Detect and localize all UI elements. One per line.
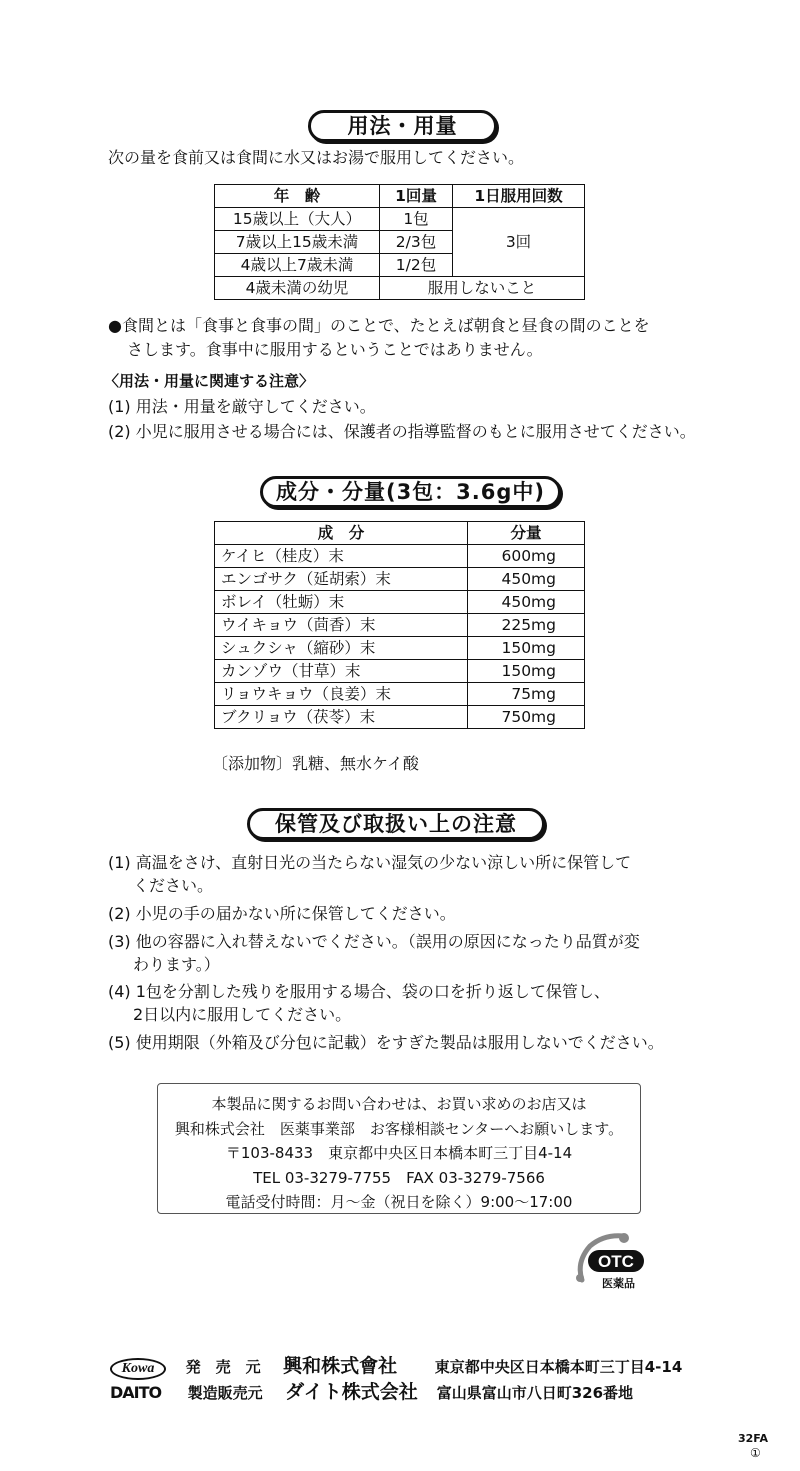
ingredient-name: エンゴサク（延胡索）末: [215, 568, 468, 591]
code-line-1: 32FA: [738, 1432, 769, 1445]
contact-line-1: 本製品に関するお問い合わせは、お買い求めのお店又は: [211, 1095, 587, 1113]
contact-line-4: TEL 03-3279-7755 FAX 03-3279-7566: [253, 1168, 545, 1187]
maker-role: 製造販売元: [187, 1384, 263, 1402]
seller-role: 発 売 元: [185, 1358, 261, 1376]
storage-item-1-line1: (1) 高温をさけ、直射日光の当たらない湿気の少ない涼しい所に保管して: [108, 853, 632, 872]
additives: 〔添加物〕乳糖、無水ケイ酸: [212, 754, 419, 773]
footer-maker: [110, 1380, 633, 1405]
contact-line-3: 〒103-8433 東京都中央区日本橋本町三丁目4-14: [225, 1144, 573, 1162]
times-cell: 3回: [453, 208, 585, 277]
table-row: [215, 683, 585, 706]
table-row: [215, 185, 585, 208]
table-row: [215, 277, 585, 300]
usage-heading: 用法・用量: [308, 110, 497, 142]
no-dose-cell: 服用しないこと: [380, 277, 585, 300]
header-times: 1日服用回数: [453, 185, 585, 208]
table-row: [215, 591, 585, 614]
ingredient-amount: 75mg: [468, 683, 585, 706]
ingredient-name: ケイヒ（桂皮）末: [215, 545, 468, 568]
storage-item-4-line2: 2日以内に服用してください。: [133, 1005, 352, 1024]
table-row: [215, 522, 585, 545]
contact-line-5: 電話受付時間：月～金（祝日を除く）9:00～17:00: [225, 1193, 573, 1211]
ingredient-name: ブクリョウ（茯苓）末: [215, 706, 468, 729]
kowa-logo: Kowa: [110, 1358, 166, 1380]
usage-caution-heading: 〈用法・用量に関連する注意〉: [104, 372, 315, 390]
header-age: 年 齢: [215, 185, 380, 208]
storage-item-3-line1: (3) 他の容器に入れ替えないでください。（誤用の原因になったり品質が変: [108, 932, 640, 951]
ingredients-table: [214, 521, 585, 729]
ingredient-amount: 150mg: [468, 660, 585, 683]
ingredient-name: シュクシャ（縮砂）末: [215, 637, 468, 660]
storage-item-1-line2: ください。: [133, 876, 214, 895]
ingredient-amount: 150mg: [468, 637, 585, 660]
ingredient-amount: 450mg: [468, 568, 585, 591]
seller-address: 東京都中央区日本橋本町三丁目4-14: [434, 1358, 683, 1376]
meal-note-line2: さします。食事中に服用するということではありません。: [127, 340, 543, 359]
otc-text: OTC: [598, 1252, 634, 1271]
maker-address: 富山県富山市八日町326番地: [436, 1384, 634, 1402]
usage-intro: 次の量を食前又は食間に水又はお湯で服用してください。: [108, 148, 525, 167]
ingredient-amount: 600mg: [468, 545, 585, 568]
table-row: [215, 614, 585, 637]
ingredient-amount: 750mg: [468, 706, 585, 729]
storage-item-5: (5) 使用期限（外箱及び分包に記載）をすぎた製品は服用しないでください。: [108, 1033, 664, 1052]
age-cell: 4歳未満の幼児: [215, 277, 380, 300]
otc-label: 医薬品: [602, 1277, 635, 1290]
ingredient-name: カンゾウ（甘草）末: [215, 660, 468, 683]
code-line-2: ①: [750, 1446, 761, 1460]
ingredients-heading: 成分・分量(3包：3.6g中): [260, 476, 561, 508]
table-row: [215, 568, 585, 591]
table-row: [215, 545, 585, 568]
table-row: [215, 208, 585, 231]
age-cell: 4歳以上7歳未満: [215, 254, 380, 277]
dosage-table: [214, 184, 585, 300]
usage-caution-1: (1) 用法・用量を厳守してください。: [108, 397, 376, 416]
ingredient-name: リョウキョウ（良姜）末: [215, 683, 468, 706]
usage-caution-2: (2) 小児に服用させる場合には、保護者の指導監督のもとに服用させてください。: [108, 422, 696, 441]
table-row: [215, 637, 585, 660]
header-dose: 1回量: [380, 185, 453, 208]
storage-heading: 保管及び取扱い上の注意: [247, 808, 545, 840]
contact-line-2: 興和株式会社 医薬事業部 お客様相談センターへお願いします。: [174, 1119, 624, 1138]
storage-item-4-line1: (4) 1包を分割した残りを服用する場合、袋の口を折り返して保管し、: [108, 982, 610, 1001]
daito-logo: DAITO: [110, 1383, 162, 1402]
ingredient-name: ボレイ（牡蛎）末: [215, 591, 468, 614]
footer-seller: [110, 1354, 682, 1380]
seller-name: 興和株式會社: [283, 1355, 398, 1377]
dose-cell: 1/2包: [380, 254, 453, 277]
storage-item-2: (2) 小児の手の届かない所に保管してください。: [108, 904, 456, 923]
ingredient-amount: 225mg: [468, 614, 585, 637]
meal-note-line1: ●食間とは「食事と食事の間」のことで、たとえば朝食と昼食の間のことを: [108, 316, 650, 335]
table-row: [215, 660, 585, 683]
dose-cell: 1包: [380, 208, 453, 231]
age-cell: 15歳以上（大人）: [215, 208, 380, 231]
ingredient-name: ウイキョウ（茴香）末: [215, 614, 468, 637]
header-ingredient: 成 分: [215, 522, 468, 545]
age-cell: 7歳以上15歳未満: [215, 231, 380, 254]
header-amount: 分量: [468, 522, 585, 545]
contact-box: [157, 1083, 641, 1214]
table-row: [215, 706, 585, 729]
ingredient-amount: 450mg: [468, 591, 585, 614]
storage-item-3-line2: わります。）: [133, 955, 220, 974]
maker-name: ダイト株式会社: [285, 1381, 418, 1403]
dose-cell: 2/3包: [380, 231, 453, 254]
